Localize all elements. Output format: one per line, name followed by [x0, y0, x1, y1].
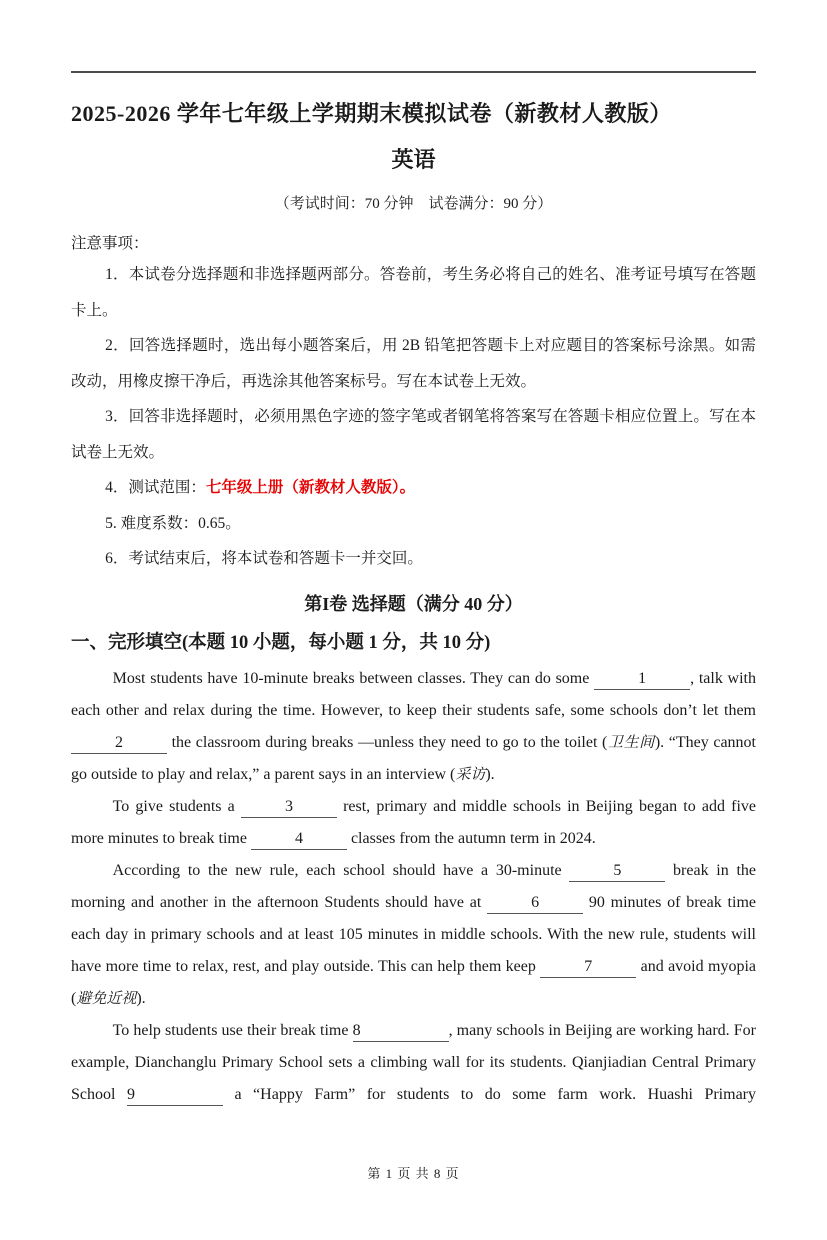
notice-text: 3．回答非选择题时，必须用黑色字迹的签字笔或者钢笔将答案写在答题卡相应位置上。写在本试卷上无效。 — [71, 408, 756, 461]
notice-item — [71, 506, 756, 542]
passage-paragraph: To help students use their break time 8 , many schools in Beijing are working hard. For example, Dianchanglu Primary School sets a climbing wall for its students. Qianjiadian Central Primary School 9 a “Happy Farm” for students to do some farm work. Huashi Primary — [71, 1015, 756, 1111]
cloze-passage — [71, 663, 756, 1111]
header-divider — [71, 71, 756, 73]
exam-title: 2025-2026 学年七年级上学期期末模拟试卷（新教材人教版） — [71, 101, 672, 126]
cloze-blank-4: 4 — [251, 829, 347, 850]
cloze-blank-3: 3 — [241, 797, 337, 818]
part1-heading: 第I卷 选择题（满分 40 分） — [304, 593, 523, 614]
exam-info: （考试时间：70 分钟 试卷满分：90 分） — [274, 196, 553, 212]
chinese-annotation: 卫生间 — [607, 734, 655, 751]
notice-item — [71, 399, 756, 470]
notice-item — [71, 257, 756, 328]
chinese-annotation: 避免近视 — [76, 990, 137, 1007]
notice-text: 4．测试范围： — [105, 479, 206, 496]
cloze-blank-5: 5 — [569, 861, 665, 882]
exam-page — [0, 71, 827, 1240]
cloze-blank-9: 9 — [127, 1085, 223, 1106]
cloze-blank-7: 7 — [540, 957, 636, 978]
notice-item — [71, 541, 756, 577]
notice-highlight-text: 七年级上册（新教材人教版）。 — [205, 479, 416, 496]
notice-heading: 注意事项： — [71, 235, 149, 252]
cloze-blank-2: 2 — [71, 733, 167, 754]
notice-item — [71, 470, 756, 506]
notice-text: 1．本试卷分选择题和非选择题两部分。答卷前，考生务必将自己的姓名、准考证号填写在答题卡上。 — [71, 266, 756, 319]
page-footer: 第 1 页 共 8 页 — [367, 1166, 460, 1181]
passage-paragraph: To give students a 3 rest, primary and middle schools in Beijing began to add five more minutes to break time 4 classes from the autumn term in 2024. — [71, 791, 756, 855]
passage-paragraph: According to the new rule, each school should have a 30-minute 5 break in the morning and another in the afternoon Students should have at 6 90 minutes of break time each day in primary schools and at least 105 minutes in middle schools. With the new rule, students will have more time to relax, rest, and play outside. This can help them keep 7 and avoid myopia (避免近视). — [71, 861, 756, 1007]
cloze-blank-8: 8 — [353, 1021, 449, 1042]
subject-title: 英语 — [391, 147, 436, 172]
notice-list — [71, 257, 756, 577]
notice-text: 5. 难度系数：0.65。 — [105, 514, 241, 532]
chinese-annotation: 采访 — [455, 766, 486, 783]
notice-item — [71, 328, 756, 399]
passage-paragraph: Most students have 10-minute breaks between classes. They can do some 1 , talk with each other and relax during the time. However, to keep their students safe, some schools don’t let them 2 the classroom during breaks —unless they need to go to the toilet (卫生间). “They cannot go outside to play and relax,” a parent says in an interview (采访). — [71, 669, 757, 783]
notice-text: 6．考试结束后，将本试卷和答题卡一并交回。 — [105, 550, 423, 567]
cloze-section-heading: 一、完形填空(本题 10 小题，每小题 1 分，共 10 分) — [71, 632, 491, 653]
cloze-blank-6: 6 — [487, 893, 583, 914]
notice-text: 2．回答选择题时，选出每小题答案后，用 2B 铅笔把答题卡上对应题目的答案标号涂黑。如需改动，用橡皮擦干净后，再选涂其他答案标号。写在本试卷上无效。 — [71, 337, 756, 390]
cloze-blank-1: 1 — [594, 669, 690, 690]
